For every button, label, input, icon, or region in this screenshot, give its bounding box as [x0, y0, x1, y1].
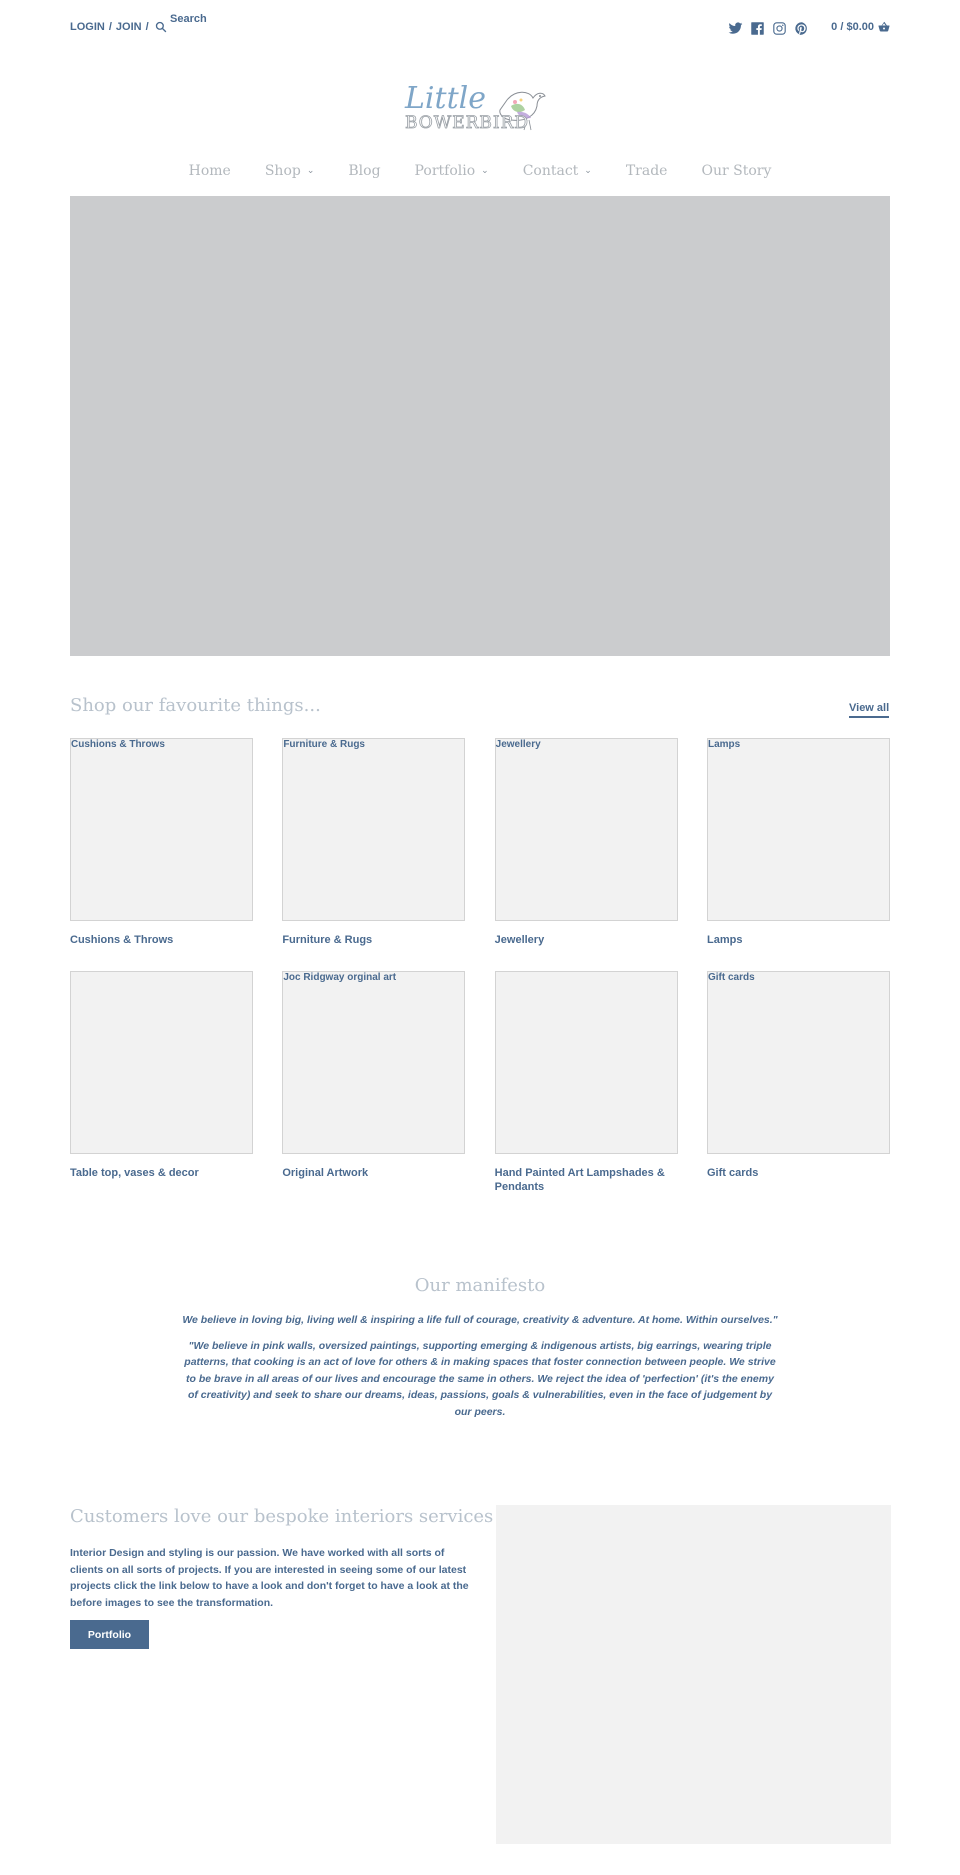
collection-title[interactable]: Cushions & Throws — [70, 934, 174, 946]
collection-image[interactable] — [707, 738, 890, 921]
collection-card[interactable] — [707, 971, 890, 1204]
social-links — [728, 21, 809, 36]
nav-label: Shop — [264, 163, 301, 179]
collection-card[interactable] — [707, 738, 890, 971]
collection-title[interactable]: Original Artwork — [282, 1167, 369, 1179]
collection-title[interactable]: Lamps — [706, 934, 743, 946]
nav-label: Home — [188, 163, 231, 179]
instagram-icon[interactable] — [772, 21, 787, 36]
collection-image[interactable] — [495, 738, 678, 921]
collection-card[interactable] — [282, 738, 465, 971]
collection-image[interactable] — [70, 971, 253, 1154]
chevron-down-icon: ⌄ — [481, 166, 489, 176]
nav-label: Trade — [625, 163, 668, 179]
separator: / — [145, 21, 149, 33]
cart-total: 0 / $0.00 — [831, 21, 874, 33]
collection-title[interactable]: Hand Painted Art Lampshades & Pendants — [494, 1167, 665, 1193]
logo-word-bowerbird: BOWERBIRD — [405, 113, 530, 133]
collection-card[interactable] — [70, 971, 253, 1204]
collection-title[interactable]: Table top, vases & decor — [70, 1167, 199, 1179]
nav-trade[interactable] — [609, 163, 685, 179]
image-alt-text: Joc Ridgway orginal art — [283, 972, 397, 983]
manifesto-text — [180, 1312, 780, 1420]
nav-our-story[interactable] — [684, 163, 788, 179]
image-alt-text: Furniture & Rugs — [283, 739, 365, 750]
nav-label: Our Story — [701, 163, 772, 179]
collection-image[interactable] — [282, 738, 465, 921]
nav-label: Portfolio — [414, 163, 476, 179]
collection-card[interactable] — [495, 971, 678, 1204]
logo-word-little: Little — [405, 81, 486, 116]
image-alt-text: Jewellery — [495, 739, 541, 750]
collection-image[interactable] — [707, 971, 890, 1154]
nav-home[interactable] — [172, 163, 248, 179]
manifesto-title: Our manifesto — [414, 1275, 546, 1296]
collection-card[interactable] — [282, 971, 465, 1204]
search-icon[interactable] — [155, 21, 167, 33]
collection-title[interactable]: Gift cards — [706, 1167, 759, 1179]
favourites-title: Shop our favourite things... — [70, 695, 321, 716]
collection-image[interactable] — [282, 971, 465, 1154]
collection-title[interactable]: Jewellery — [494, 934, 545, 946]
collection-card[interactable] — [70, 738, 253, 971]
chevron-down-icon: ⌄ — [584, 166, 592, 176]
pinterest-icon[interactable] — [794, 21, 809, 36]
login-link[interactable]: LOGIN — [70, 21, 105, 33]
collection-image[interactable] — [70, 738, 253, 921]
twitter-icon[interactable] — [728, 21, 743, 36]
services-image — [496, 1505, 891, 1844]
services-text: Interior Design and styling is our passion. We have worked with all sorts of clients on all sorts of projects. If you are interested in seeing some of our latest projects click the link below to have a look and don't forget to have a look at the before images to see the transformation. — [70, 1547, 469, 1609]
view-all-link[interactable]: View all — [849, 702, 889, 718]
collection-card[interactable] — [495, 738, 678, 971]
hero-slideshow[interactable] — [70, 196, 890, 656]
chevron-down-icon: ⌄ — [306, 166, 315, 176]
collection-image[interactable] — [495, 971, 678, 1154]
join-link[interactable]: JOIN — [115, 21, 142, 33]
cart-link[interactable] — [831, 21, 890, 33]
facebook-icon[interactable] — [750, 21, 765, 36]
site-logo[interactable] — [403, 78, 559, 134]
nav-label: Contact — [522, 163, 579, 179]
nav-label: Blog — [348, 163, 381, 179]
portfolio-button[interactable]: Portfolio — [70, 1620, 149, 1649]
nav-contact[interactable] — [506, 163, 609, 179]
separator: / — [108, 21, 112, 33]
main-nav — [0, 163, 960, 179]
search-input[interactable]: Search — [170, 13, 207, 25]
nav-shop[interactable] — [248, 163, 332, 179]
nav-blog[interactable] — [331, 163, 397, 179]
collection-title[interactable]: Furniture & Rugs — [282, 934, 373, 946]
manifesto-paragraph: "We believe in pink walls, oversized paintings, supporting emerging & indigenous artists, big earrings, wearing triple patterns, that cooking is an act of love for others & in making spaces that foster connection between people. We strive to be brave in all areas of our lives and encourage the same in others. We reject the idea of 'perfection' (it's the enemy of creativity) and seek to share our dreams, ideas, passions, goals & vulnerabilities, even in the face of judgement by our peers. — [184, 1339, 776, 1418]
image-alt-text: Lamps — [707, 739, 741, 750]
image-alt-text: Cushions & Throws — [71, 739, 165, 750]
nav-portfolio[interactable] — [398, 163, 506, 179]
account-links — [70, 21, 170, 33]
collection-grid — [70, 738, 890, 1204]
services-title: Customers love our bespoke interiors services — [70, 1506, 494, 1527]
top-bar — [70, 0, 890, 56]
manifesto-paragraph: We believe in loving big, living well & inspiring a life full of courage, creativity & adventure. At home. Within ourselves." — [182, 1314, 778, 1326]
image-alt-text: Gift cards — [707, 972, 755, 983]
basket-icon — [878, 21, 890, 33]
